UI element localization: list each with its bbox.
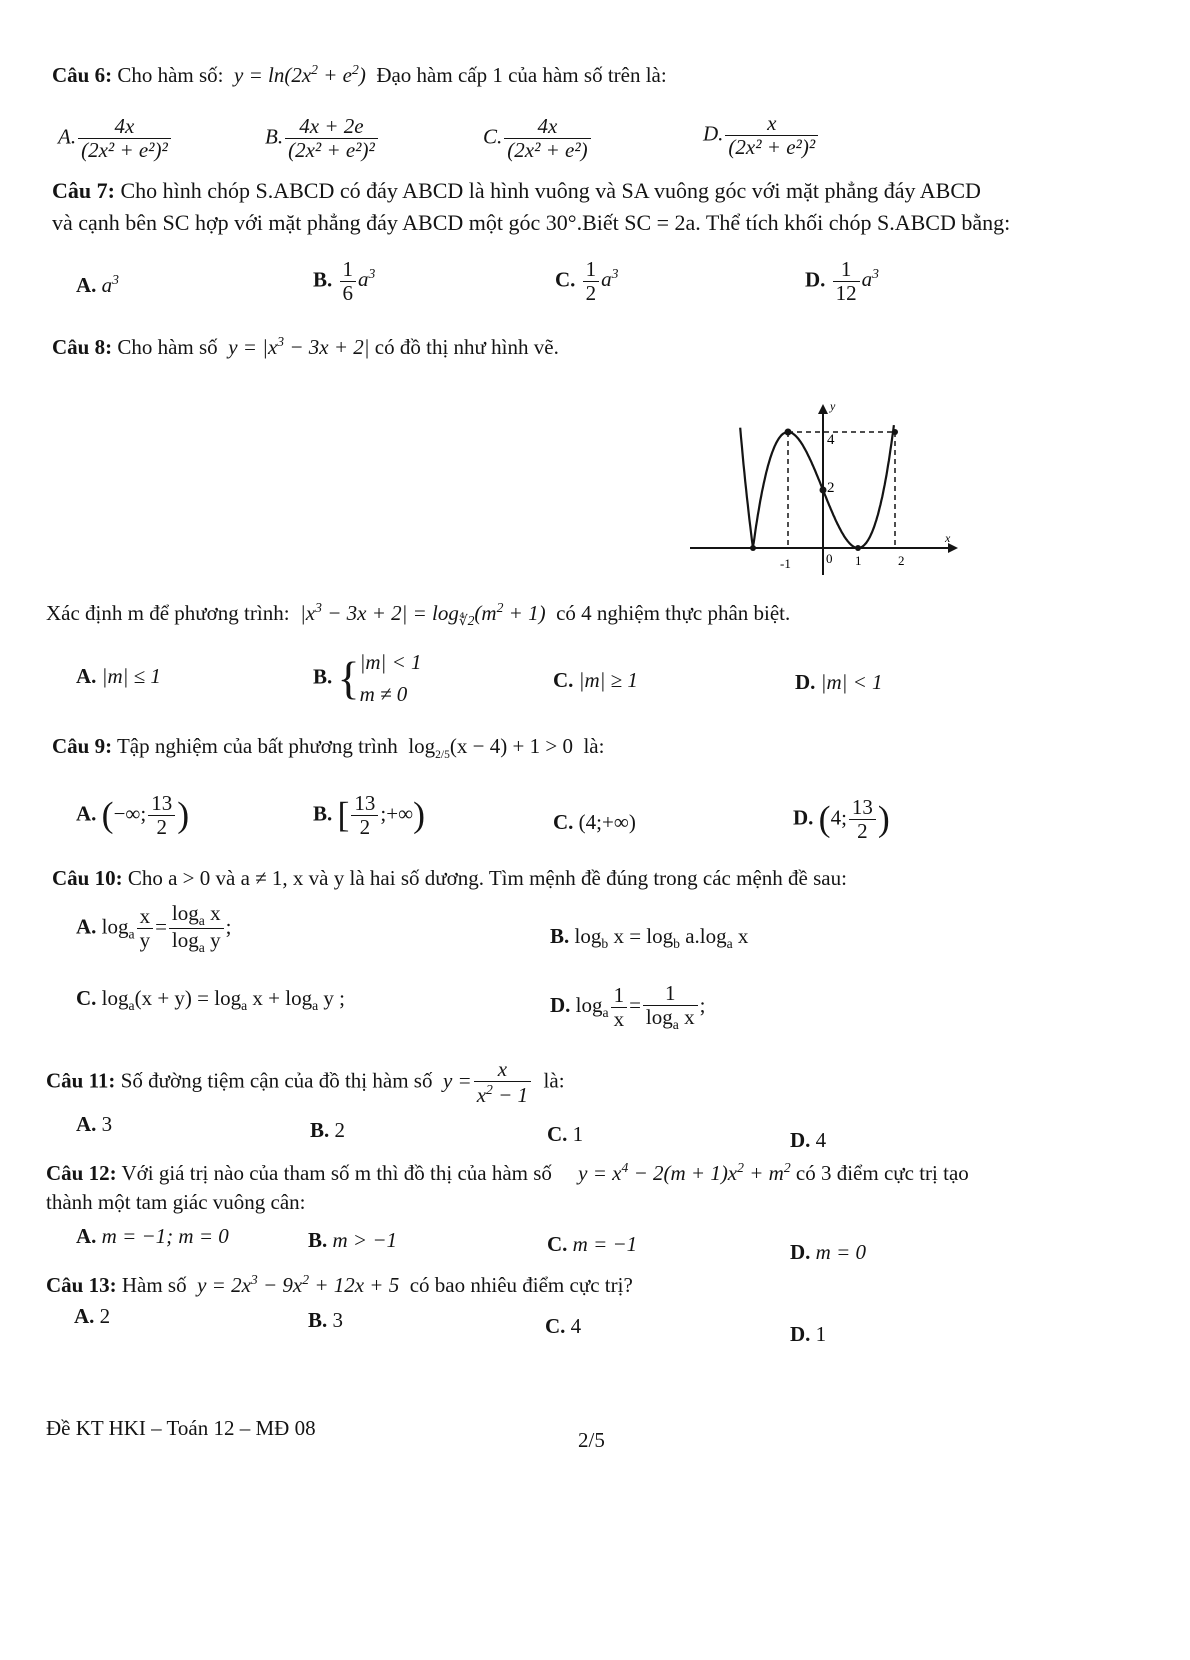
q6-fraction-a: $\frac{4x}{\text{(2x² + e²)²}}$ [78,115,171,162]
q13-option-d[interactable]: D. 1 [790,1322,827,1346]
q12-option-a[interactable]: A. m = −1; m = 0 [76,1224,229,1248]
q11-option-a[interactable]: A. 3 [76,1112,113,1136]
q6-fraction-d: $\frac{x}{\text{(2x² + e²)²}}$ [725,112,818,159]
q8-label: Câu 8: [52,335,113,359]
page-number: 2/5 [578,1428,605,1452]
q6-option-c[interactable]: C. $\frac{4x}{\text{(2x² + e²)}}$ [483,115,593,162]
graph-tick-1: 1 [855,553,862,568]
q12-stem: Câu 12: Với giá trị nào của tham số m thì đồ thị của hàm số $y = x^4 - 2(m + 1)x^2 + m^2$ có 3 điểm cực trị tạo [46,1160,969,1185]
q12-option-d[interactable]: D. m = 0 [790,1240,867,1264]
q11-option-b[interactable]: B. 2 [310,1118,346,1142]
q11-label: Câu 11: [46,1068,116,1093]
q9-option-b[interactable]: B. [ $\frac{13}{2}$ ;+∞) [313,791,425,840]
q7-stem-line2: và cạnh bên SC hợp với mặt phẳng đáy ABCD một góc 30°.Biết SC = 2a. Thể tích khối chóp S.ABCD bằng: [52,210,1011,235]
q6-fraction-b: $\frac{4x + 2e}{\text{(2x² + e²)²}}$ [285,115,378,162]
q7-label: Câu 7: [52,178,115,203]
graph-point-y2 [820,487,827,494]
q9-stem: Câu 9: Tập nghiệm của bất phương trình $\log_{2/5}(x - 4) + 1 > 0$ là: [52,734,605,762]
q8-stem: Câu 8: Cho hàm số $y = |x^3 - 3x + 2|$ có đồ thị như hình vẽ. [52,334,559,359]
q12-option-b[interactable]: B. m > −1 [308,1228,398,1252]
q7-option-c[interactable]: C. $\frac{1}{2}$ $a^3$ [555,257,619,306]
graph-tick-2: 2 [827,480,835,496]
q13-stem: Câu 13: Hàm số $y = 2x^3 - 9x^2 + 12x + 5$ có bao nhiêu điểm cực trị? [46,1272,633,1297]
graph-tick-x2: 2 [898,553,905,568]
q13-option-a[interactable]: A. 2 [74,1304,111,1328]
q8-option-a[interactable]: A. |m| ≤ 1 [76,664,161,688]
graph-tick-0: 0 [826,551,833,566]
q8-graph [690,400,960,580]
q6-option-b[interactable]: B. $\frac{4x + 2e}{\text{(2x² + e²)²}}$ [265,115,380,162]
q9-option-c[interactable]: C. (4;+∞) [553,810,636,834]
q9-label: Câu 9: [52,734,113,758]
q7-stem: Câu 7: Cho hình chóp S.ABCD có đáy ABCD là hình vuông và SA vuông góc với mặt phẳng đáy ABCD [52,178,981,203]
q12-option-c[interactable]: C. m = −1 [547,1232,638,1256]
graph-x-label: x [945,531,951,545]
q9-option-a[interactable]: A. (−∞; $\frac{13}{2}$ ) [76,791,190,840]
q6-label: Câu 6: [52,63,113,87]
graph-tick-m1: -1 [780,556,791,571]
footer-exam-code: Đề KT HKI – Toán 12 – MĐ 08 [46,1416,316,1440]
q6-stem: Câu 6: Cho hàm số: $y = \ln(2x^2 + e^2)$ Đạo hàm cấp 1 của hàm số trên là: [52,62,667,87]
graph-y-arrow [818,404,828,414]
q10-option-c[interactable]: C. $\log_a(x + y) = \log_a x + \log_a y$ ; [76,986,345,1014]
graph-tick-4: 4 [827,432,835,448]
q6-fraction-c: $\frac{4x}{\text{(2x² + e²)}}$ [504,115,590,162]
q7-option-b[interactable]: B. $\frac{1}{6}$ $a^3$ [313,257,376,306]
q13-option-c[interactable]: C. 4 [545,1314,582,1338]
q8-prompt: Xác định m để phương trình: $|x^3 - 3x + 2| = \log_{∜2}(m^2 + 1)$ có 4 nghiệm thực phân biệt. [46,600,791,629]
q11-option-c[interactable]: C. 1 [547,1122,584,1146]
q11-option-d[interactable]: D. 4 [790,1128,827,1152]
q12-label: Câu 12: [46,1161,117,1185]
q7-option-d[interactable]: D. $\frac{1}{12}$ $a^3$ [805,257,879,306]
q8-option-b[interactable]: B. { |m| < 1 m ≠ 0 [313,650,422,706]
q10-option-a[interactable]: A. $\log_a$ $\frac{x}{y}$ = $\frac{\log_a x}{\log_a y}$ ; [76,901,232,956]
q13-option-b[interactable]: B. 3 [308,1308,344,1332]
q9-option-d[interactable]: D. (4; $\frac{13}{2}$ ) [793,795,890,844]
q8-option-c[interactable]: C. |m| ≥ 1 [553,668,638,692]
q13-label: Câu 13: [46,1273,117,1297]
q10-label: Câu 10: [52,866,123,890]
q7-option-a[interactable]: A. $a^3$ [76,272,119,297]
q10-stem: Câu 10: Cho a > 0 và a ≠ 1, x và y là hai số dương. Tìm mệnh đề đúng trong các mệnh đề sau: [52,866,847,890]
graph-point-root [750,545,756,551]
graph-point-x1 [855,545,861,551]
graph-point-end [892,429,898,435]
q6-option-a[interactable]: A. $\frac{4x}{\text{(2x² + e²)²}}$ [58,115,173,162]
q6-option-d[interactable]: D. $\frac{x}{\text{(2x² + e²)²}}$ [703,112,820,159]
graph-y-label: y [830,400,836,413]
q12-stem-line2: thành một tam giác vuông cân: [46,1190,306,1214]
graph-point-max [785,429,792,436]
graph-curve [740,425,894,548]
q8-option-d[interactable]: D. |m| < 1 [795,670,883,694]
q10-option-d[interactable]: D. $\log_a$ $\frac{1}{x}$ = $\frac{1}{\log_a x}$ ; [550,981,706,1033]
q11-stem: Câu 11: Số đường tiệm cận của đồ thị hàm số y = $\frac{x}{x^2 - 1}$ là: [46,1057,565,1108]
q10-option-b[interactable]: B. $\log_b x = \log_b a.\log_a$ x [550,924,749,952]
